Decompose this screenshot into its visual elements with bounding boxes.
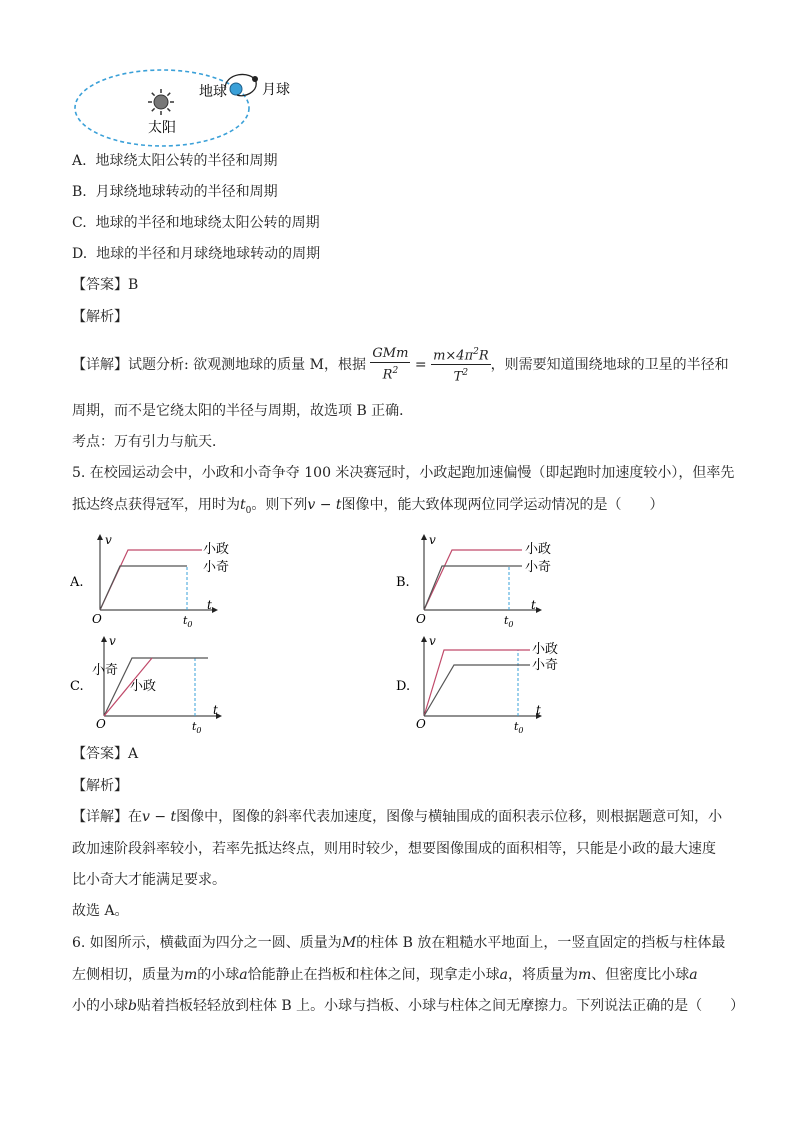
graph-c <box>70 632 260 736</box>
option-label-c: C. <box>70 679 84 694</box>
graph-a <box>70 532 260 632</box>
graph-b <box>394 532 584 632</box>
q4-option-c: C. 地球的半径和地球绕太阳公转的周期 <box>72 215 320 231</box>
line-xiaozheng <box>424 550 522 610</box>
q4-analysis-heading: 【解析】 <box>72 309 128 325</box>
line-xiaoqi <box>424 566 522 610</box>
svg-text:v: v <box>429 533 436 547</box>
svg-text:t0: $t_0$ <box>192 720 202 735</box>
q4-answer: 【答案】B <box>72 277 139 293</box>
orbit-diagram <box>72 62 312 152</box>
q6-stem-line3: 小的小球b贴着挡板轻轻放到柱体 B 上。小球与挡板、小球与柱体之间无摩擦力。下列说法正确的是（ ） <box>72 998 745 1014</box>
formula-lhs: $\frac{\text{GMm}}{R^2}$ <box>372 346 409 383</box>
svg-text:t: t <box>536 703 541 717</box>
svg-text:小政: 小政 <box>203 542 230 557</box>
moon-label: 月球 <box>262 82 290 98</box>
q5-analysis-heading: 【解析】 <box>72 778 128 794</box>
svg-text:小奇: 小奇 <box>203 560 230 575</box>
svg-text:O: O <box>92 612 102 626</box>
svg-text:小奇: 小奇 <box>92 663 119 678</box>
q5-stem-line2: 抵达终点获得冠军，用时为$t_0$。则下列v − t图像中，能大致体现两位同学运动情况的是（ ） <box>72 497 664 516</box>
earth-label: 地球 <box>199 84 227 100</box>
formula-rhs: $\frac{m\times 4\pi^2R}{T^2}$ <box>431 344 491 386</box>
q4-detail-line3: 考点：万有引力与航天． <box>72 434 226 450</box>
svg-text:O: O <box>96 717 106 731</box>
option-label-b: B. <box>396 575 410 590</box>
svg-text:小政: 小政 <box>130 679 157 694</box>
q5-answer: 【答案】A <box>72 746 139 762</box>
q6-stem-line1: 6. 如图所示，横截面为四分之一圆、质量为M的柱体 B 放在粗糙水平地面上，一竖直固定的挡板与柱体最 <box>72 935 726 951</box>
q5-detail-line4: 故选 A。 <box>72 903 129 919</box>
svg-text:t0: $t_0$ <box>504 614 514 629</box>
option-label-a: A. <box>70 575 84 590</box>
q6-stem-line2: 左侧相切，质量为m的小球a恰能静止在挡板和柱体之间，现拿走小球a，将质量为m、但密度比小球a <box>72 967 698 983</box>
svg-text:小政: 小政 <box>532 642 559 657</box>
sun-label: 太阳 <box>148 120 176 136</box>
svg-text:O: O <box>416 612 426 626</box>
svg-text:小奇: 小奇 <box>525 560 552 575</box>
svg-text:t: t <box>531 598 536 612</box>
line-xiaoqi <box>424 665 530 716</box>
q5-detail-line1: 【详解】在v − t图像中，图像的斜率代表加速度，图像与横轴围成的面积表示位移，则根据题意可知，小 <box>72 809 723 825</box>
earth-icon <box>230 83 242 95</box>
line-xiaoqi <box>100 566 187 610</box>
svg-text:t: t <box>207 598 212 612</box>
svg-text:t: t <box>213 703 218 717</box>
svg-text:t0: $t_0$ <box>183 614 193 629</box>
svg-text:t0: $t_0$ <box>514 720 524 735</box>
line-xiaozheng <box>424 650 530 716</box>
graph-d <box>394 632 594 736</box>
q4-option-b: B. 月球绕地球转动的半径和周期 <box>72 184 278 200</box>
q5-stem-line1: 5. 在校园运动会中，小政和小奇争夺 100 米决赛冠时，小政起跑加速偏慢（即起跑时加速度较小），但率先 <box>72 465 735 481</box>
formula-equals: = <box>414 356 427 373</box>
q4-option-d: D. 地球的半径和月球绕地球转动的周期 <box>72 246 321 262</box>
svg-text:小政: 小政 <box>525 542 552 557</box>
moon-icon <box>252 76 258 82</box>
svg-text:v: v <box>429 634 436 648</box>
svg-text:v: v <box>109 634 116 648</box>
svg-text:O: O <box>416 717 426 731</box>
sun-icon <box>148 89 174 115</box>
svg-text:小奇: 小奇 <box>532 658 559 673</box>
option-label-d: D. <box>396 679 411 694</box>
q5-detail-line2: 政加速阶段斜率较小，若率先抵达终点，则用时较少，想要图像围成的面积相等，只能是小政的最大速度 <box>72 841 716 857</box>
q5-detail-line3: 比小奇大才能满足要求。 <box>72 872 226 888</box>
svg-text:v: v <box>105 533 112 547</box>
q4-detail-line1: 【详解】试题分析: 欲观测地球的质量 M，根据 $\frac{\text{GMm}}{R^2}$ = $\frac{m\times 4\pi^2R}{T^2}$ ，则需要知道围绕地球的卫星的半径和 <box>72 344 729 386</box>
q4-detail-line2: 周期，而不是它绕太阳的半径与周期，故选项 B 正确． <box>72 403 414 419</box>
q4-option-a: A. 地球绕太阳公转的半径和周期 <box>72 153 278 169</box>
